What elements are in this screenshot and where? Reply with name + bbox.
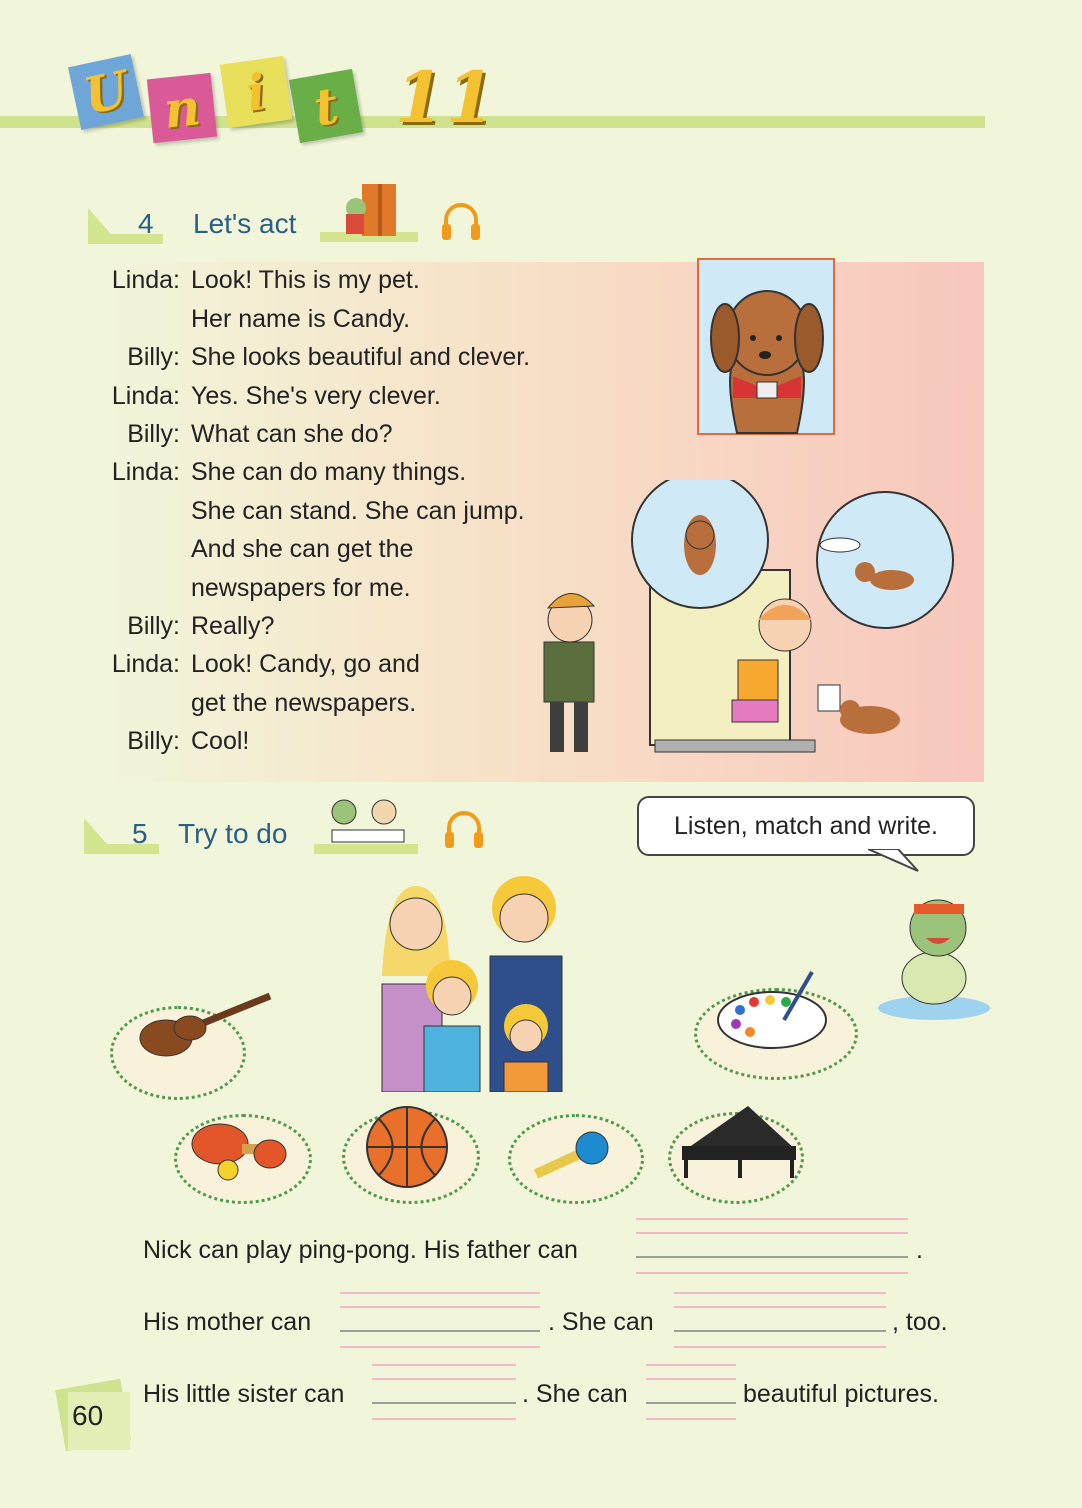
unit-tile-t	[289, 69, 363, 143]
speaker: Billy:	[127, 612, 180, 640]
speaker: Billy:	[127, 727, 180, 755]
unit-letter: t	[309, 74, 343, 138]
dialog-line: get the newspapers.	[191, 689, 417, 717]
unit-number: 11	[395, 56, 497, 139]
dialog-line: Cool!	[191, 727, 250, 755]
piano-icon	[678, 1100, 800, 1180]
speaker: Billy:	[127, 420, 180, 448]
section-underline	[84, 844, 159, 854]
section-title: Let's act	[193, 208, 297, 239]
unit-tile-u	[68, 54, 144, 130]
dialog-line: Look! Candy, go and	[191, 650, 420, 678]
dialog-line: What can she do?	[191, 420, 393, 448]
sentence-3-end: beautiful pictures.	[743, 1380, 939, 1408]
page-number: 60	[72, 1400, 104, 1431]
basketball-icon	[364, 1104, 450, 1190]
sentence-3-mid: . She can	[522, 1380, 628, 1408]
sentence-1-end: .	[916, 1236, 923, 1264]
dog-portrait-illustration	[697, 258, 835, 435]
dialog-line: Really?	[191, 612, 275, 640]
dialog-line: Her name is Candy.	[191, 305, 411, 333]
unit-letter: i	[242, 61, 270, 123]
answer-blank-mother-2[interactable]	[674, 1292, 886, 1350]
microphone-icon	[530, 1130, 614, 1180]
speaker: Billy:	[127, 343, 180, 371]
answer-blank-mother-1[interactable]	[340, 1292, 540, 1350]
dialog-line: She can do many things.	[191, 458, 467, 486]
dialog-line: She can stand. She can jump.	[191, 497, 525, 525]
unit-letter: n	[160, 76, 204, 140]
reading-animals-illustration	[322, 792, 414, 848]
section-title: Try to do	[178, 818, 288, 849]
unit-tile-i	[220, 56, 292, 128]
headphones-icon[interactable]	[443, 808, 485, 850]
sentence-3: His little sister can	[143, 1380, 345, 1408]
dialog-line: Yes. She's very clever.	[191, 382, 441, 410]
speaker: Linda:	[111, 266, 180, 294]
bubble-tail	[868, 849, 920, 873]
answer-blank-sister-1[interactable]	[372, 1364, 516, 1422]
answer-blank-father[interactable]	[636, 1218, 908, 1276]
section-number: 4	[138, 208, 154, 239]
curtain-puppet-illustration	[340, 184, 398, 238]
speaker: Linda:	[111, 458, 180, 486]
dialog-line: newspapers for me.	[191, 574, 411, 602]
dialog-line: And she can get the	[191, 535, 414, 563]
dialog-line: Look! This is my pet.	[191, 266, 420, 294]
ping-pong-icon	[190, 1120, 300, 1184]
unit-tile-n	[147, 73, 217, 143]
unit-letter: U	[78, 58, 134, 126]
speaker: Linda:	[111, 650, 180, 678]
sentence-2: His mother can	[143, 1308, 312, 1336]
sentence-2-mid: . She can	[548, 1308, 654, 1336]
sentence-1: Nick can play ping-pong. His father can	[143, 1236, 578, 1264]
answer-blank-sister-2[interactable]	[646, 1364, 736, 1422]
sentence-2-end: , too.	[892, 1308, 948, 1336]
violin-icon	[136, 990, 276, 1064]
headphones-icon[interactable]	[440, 200, 482, 242]
dialog-line: She looks beautiful and clever.	[191, 343, 531, 371]
speaker: Linda:	[111, 382, 180, 410]
scene-illustration	[520, 480, 960, 770]
turtle-mascot-illustration	[876, 892, 992, 1022]
section-number: 5	[132, 818, 148, 849]
family-illustration	[376, 856, 580, 1092]
palette-icon	[714, 970, 832, 1052]
instruction-bubble: Listen, match and write.	[637, 796, 975, 856]
